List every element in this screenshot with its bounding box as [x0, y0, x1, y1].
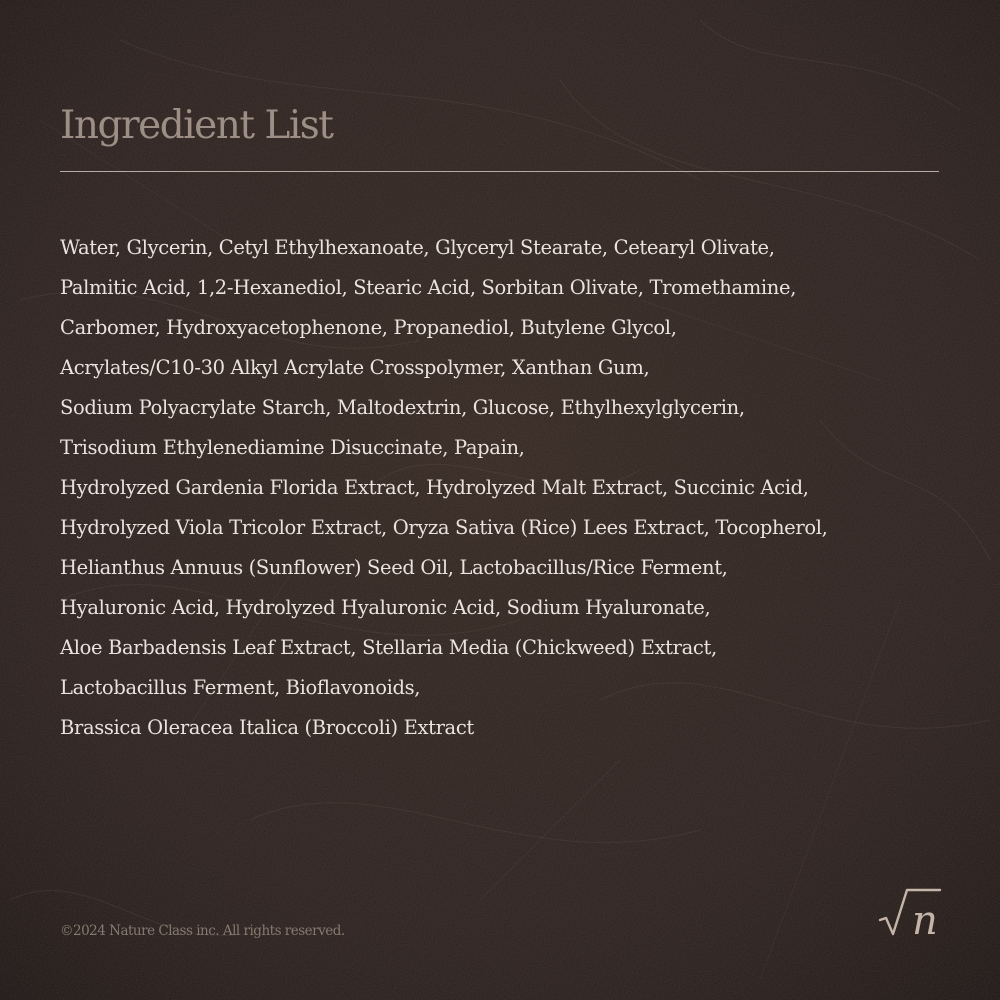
ingredient-line: Palmitic Acid, 1,2-Hexanediol, Stearic Acid, Sorbitan Olivate, Tromethamine,	[60, 276, 797, 299]
ingredient-line: Acrylates/C10-30 Alkyl Acrylate Crosspolymer, Xanthan Gum,	[60, 356, 650, 379]
ingredient-line: Trisodium Ethylenediamine Disuccinate, Papain,	[60, 436, 525, 459]
ingredient-list	[60, 228, 960, 748]
ingredient-line: Hydrolyzed Gardenia Florida Extract, Hydrolyzed Malt Extract, Succinic Acid,	[60, 476, 809, 499]
title-divider	[60, 171, 939, 172]
logo-glyph: n	[912, 898, 938, 944]
ingredient-line: Carbomer, Hydroxyacetophenone, Propanediol, Butylene Glycol,	[60, 316, 677, 339]
ingredient-line: Hyaluronic Acid, Hydrolyzed Hyaluronic Acid, Sodium Hyaluronate,	[60, 596, 711, 619]
ingredient-line: Helianthus Annuus (Sunflower) Seed Oil, Lactobacillus/Rice Ferment,	[60, 556, 728, 579]
ingredient-line: Aloe Barbadensis Leaf Extract, Stellaria Media (Chickweed) Extract,	[60, 636, 717, 659]
ingredient-line: Sodium Polyacrylate Starch, Maltodextrin, Glucose, Ethylhexylglycerin,	[60, 396, 745, 419]
ingredient-line: Hydrolyzed Viola Tricolor Extract, Oryza Sativa (Rice) Lees Extract, Tocopherol,	[60, 516, 828, 539]
root-n-logo-icon	[876, 884, 944, 944]
ingredient-line: Lactobacillus Ferment, Bioflavonoids,	[60, 676, 421, 699]
page-title: Ingredient List	[60, 103, 333, 148]
ingredient-line: Brassica Oleracea Italica (Broccoli) Extract	[60, 716, 474, 739]
copyright-notice: ©2024 Nature Class inc. All rights reserved.	[60, 923, 345, 939]
ingredient-line: Water, Glycerin, Cetyl Ethylhexanoate, Glyceryl Stearate, Cetearyl Olivate,	[60, 236, 775, 259]
